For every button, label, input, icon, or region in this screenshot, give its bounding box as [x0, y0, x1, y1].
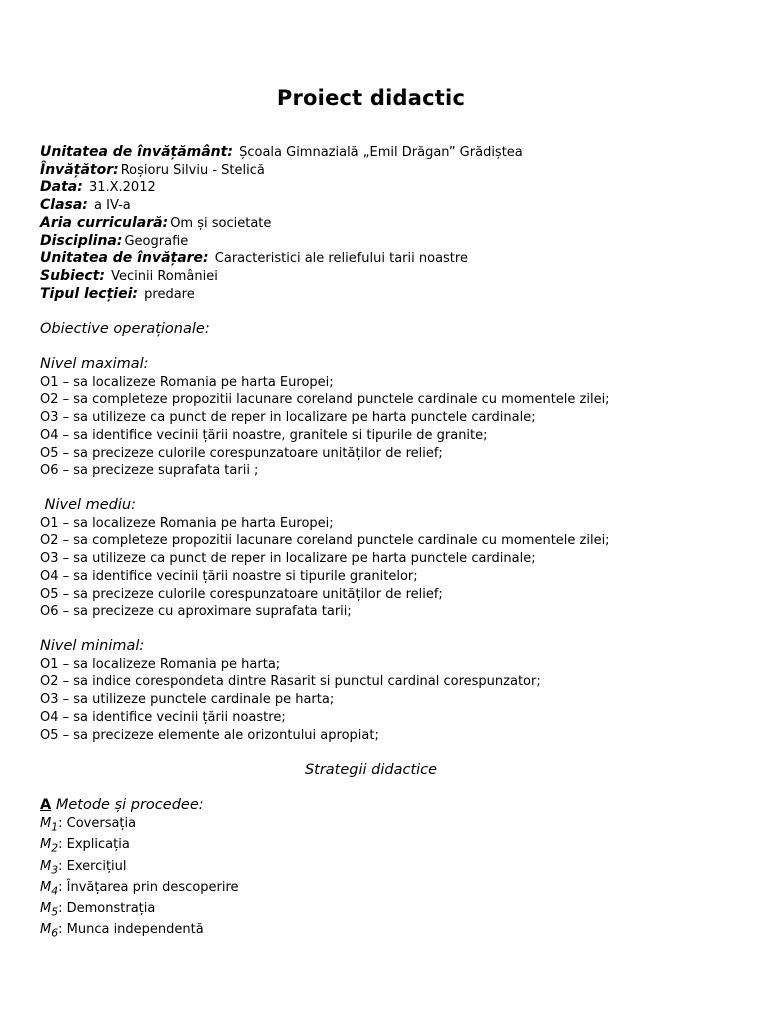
level-minimal — [40, 638, 541, 744]
level-heading: Nivel mediu: — [40, 497, 136, 513]
methods-section-letter: A — [40, 797, 52, 813]
level-medium — [40, 497, 610, 621]
document-title: Proiect didactic — [276, 86, 466, 110]
objective-item: O2 – sa indice corespondeta dintre Rasarit si punctul cardinal corespunzator; — [40, 674, 541, 690]
info-row-topic: Subiect: Vecinii României — [40, 267, 218, 284]
objective-item: O3 – sa utilizeze ca punct de reper in localizare pe harta punctele cardinale; — [40, 551, 536, 567]
objective-item: O5 – sa precizeze elemente ale orizontului apropiat; — [40, 727, 379, 743]
objective-item: O4 – sa identifice vecinii țării noastre, granitele si tipurile de granite; — [40, 427, 488, 443]
objective-item: O5 – sa precizeze culorile corespunzatoare unităților de relief; — [40, 445, 443, 461]
methods-heading-text: Metode și procedee: — [51, 797, 204, 813]
methods-list — [40, 815, 239, 943]
method-item: $M_1$: Coversația — [40, 816, 137, 834]
level-heading: Nivel minimal: — [40, 638, 145, 654]
method-item: $M_4$: Învățarea prin descoperire — [40, 879, 239, 898]
info-row-class: Clasa: a IV-a — [40, 197, 131, 214]
objective-item: O2 – sa completeze propozitii lacunare coreland punctele cardinale cu momentele zilei; — [40, 533, 610, 549]
info-row-curricular-area: Aria curriculară: Om și societate — [40, 214, 272, 231]
level-maximal — [40, 356, 610, 480]
lesson-info — [40, 144, 523, 303]
strategies-heading: Strategii didactice — [304, 762, 438, 778]
objective-item: O1 – sa localizeze Romania pe harta; — [40, 656, 281, 672]
objective-item: O2 – sa completeze propozitii lacunare coreland punctele cardinale cu momentele zilei; — [40, 392, 610, 408]
objective-item: O6 – sa precizeze cu aproximare suprafata tarii; — [40, 604, 352, 620]
method-item: $M_5$: Demonstrația — [40, 901, 156, 919]
objective-item: O4 – sa identifice vecinii țării noastre; — [40, 709, 286, 725]
method-item: $M_6$: Munca independentă — [40, 922, 204, 941]
objective-item: O1 – sa localizeze Romania pe harta Europei; — [40, 374, 334, 390]
info-row-date: Data: 31.X.2012 — [40, 179, 156, 196]
objective-item: O3 – sa utilizeze ca punct de reper in localizare pe harta punctele cardinale; — [40, 410, 536, 426]
info-row-lesson-type: Tipul lecției: predare — [40, 285, 195, 302]
info-row-school: Unitatea de învățământ: Școala Gimnazială „Emil Drăgan” Grădiștea — [40, 144, 523, 160]
info-row-subject-discipline: Disciplina: Geografie — [40, 232, 189, 249]
method-item: $M_2$: Explicația — [40, 837, 130, 855]
objective-item: O5 – sa precizeze culorile corespunzatoare unităților de relief; — [40, 586, 443, 602]
level-heading: Nivel maximal: — [40, 356, 149, 372]
info-row-teacher: Învățător: Roșioru Silviu - Stelică — [40, 161, 265, 178]
objective-item: O4 – sa identifice vecinii țării noastre si tipurile granitelor; — [40, 568, 418, 584]
objective-item: O3 – sa utilizeze punctele cardinale pe harta; — [40, 692, 335, 708]
objective-item: O6 – sa precizeze suprafata tarii ; — [40, 463, 259, 479]
method-item: $M_3$: Exercițiul — [40, 858, 127, 877]
objectives-heading: Obiective operaționale: — [40, 321, 210, 337]
info-row-learning-unit: Unitatea de învățare: Caracteristici ale reliefului tarii noastre — [40, 250, 468, 267]
methods-heading — [40, 797, 204, 813]
objective-item: O1 – sa localizeze Romania pe harta Europei; — [40, 515, 334, 531]
